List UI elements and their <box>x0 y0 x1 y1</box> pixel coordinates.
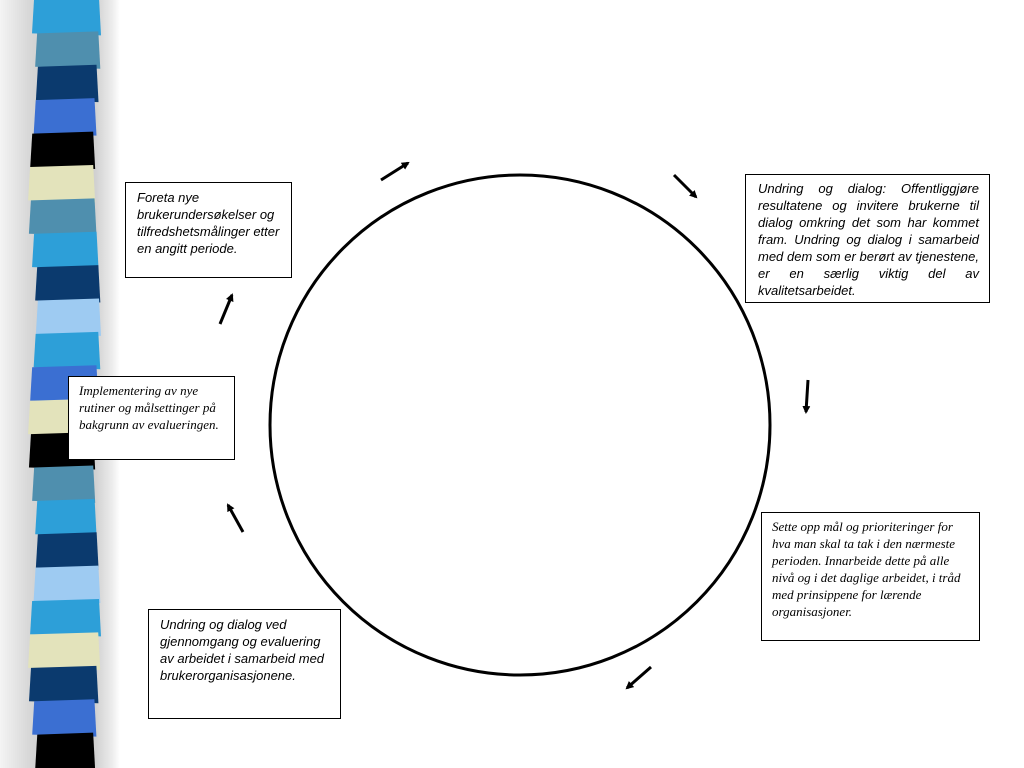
step-box-evaluation-dialog <box>148 609 341 719</box>
step-text-publish-dialog: Undring og dialog: Offentliggjøre resultatene og invitere brukerne til dialog omkring det som har kommet fram. Undring og dialog i samarbeid med dem som er berørt av tjenestene, er en særlig viktig del av kvalitetsarbeidet. <box>758 181 979 298</box>
step-box-publish-dialog <box>745 174 990 303</box>
arrow-icon <box>806 380 808 412</box>
arrow-icon <box>627 667 651 688</box>
cycle-circle <box>270 175 770 675</box>
step-box-new-surveys <box>125 182 292 278</box>
arrow-icon <box>674 175 696 197</box>
step-text-implementation: Implementering av nye rutiner og målsettinger på bakgrunn av evalueringen. <box>79 383 219 432</box>
arrow-icon <box>228 505 243 532</box>
step-box-implementation <box>68 376 235 460</box>
step-text-set-goals: Sette opp mål og prioriteringer for hva man skal ta tak i den nærmeste perioden. Innarbeide dette på alle nivå og i det daglige arbeidet, i tråd med prinsippene for lærende organisasjoner. <box>772 519 961 619</box>
step-box-set-goals <box>761 512 980 641</box>
step-text-new-surveys: Foreta nye brukerundersøkelser og tilfredshetsmålinger etter en angitt periode. <box>137 190 280 256</box>
arrow-icon <box>381 163 408 180</box>
arrow-icon <box>220 295 232 324</box>
step-text-evaluation-dialog: Undring og dialog ved gjennomgang og evaluering av arbeidet i samarbeid med brukerorganisasjonene. <box>160 617 325 683</box>
